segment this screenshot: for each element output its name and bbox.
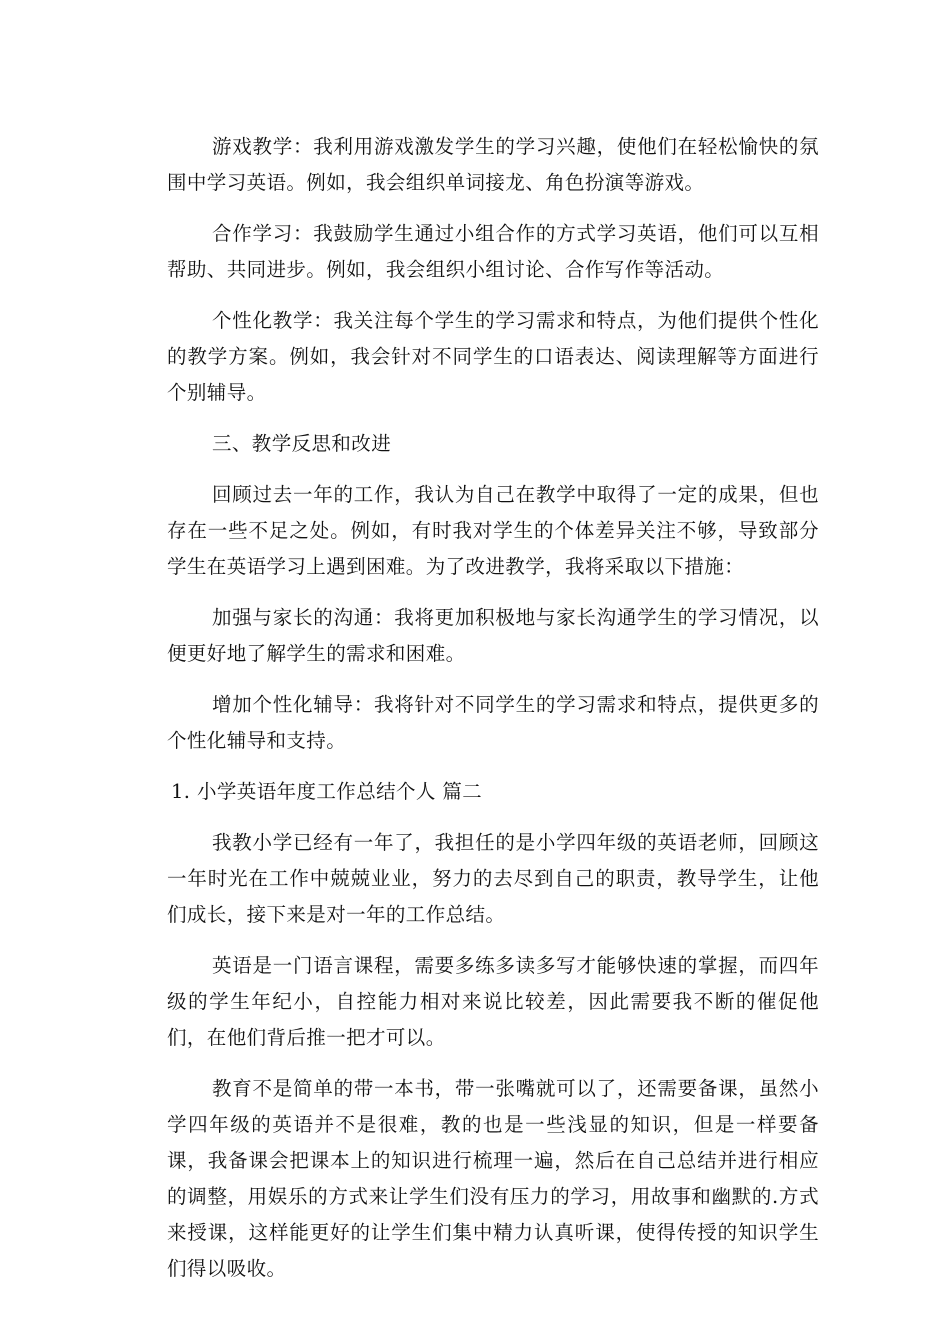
paragraph-lesson-prep: 教育不是简单的带一本书，带一张嘴就可以了，还需要备课，虽然小学四年级的英语并不是很难，教的也是一些浅显的知识，但是一样要备课，我备课会把课本上的知识进行梳理一遍，然后在自己总结并进行相应的调整，用娱乐的方式来让学生们没有压力的学习，用故事和幽默的.方式来授课，这样能更好的让学生们集中精力认真听课，使得传授的知识学生们得以吸收。 [167,1077,819,1280]
paragraph-parent-communication: 加强与家长的沟通：我将更加积极地与家长沟通学生的学习情况，以便更好地了解学生的需求和困难。 [167,606,819,665]
paragraph-english-course: 英语是一门语言课程，需要多练多读多写才能够快速的掌握，而四年级的学生年纪小，自控能力相对来说比较差，因此需要我不断的催促他们，在他们背后推一把才可以。 [167,954,819,1049]
paragraph-intro-year: 我教小学已经有一年了，我担任的是小学四年级的英语老师，回顾这一年时光在工作中兢兢业业，努力的去尽到自己的职责，教导学生，让他们成长，接下来是对一年的工作总结。 [167,831,819,926]
section-heading-part-two: 1. 小学英语年度工作总结个人 篇二 [171,780,483,803]
document-page [167,129,819,1287]
paragraph-cooperative-learning: 合作学习：我鼓励学生通过小组合作的方式学习英语，他们可以互相帮助、共同进步。例如，我会组织小组讨论、合作写作等活动。 [167,222,819,281]
paragraph-personalized-teaching: 个性化教学：我关注每个学生的学习需求和特点，为他们提供个性化的教学方案。例如，我会针对不同学生的口语表达、阅读理解等方面进行个别辅导。 [167,309,819,404]
paragraph-individual-tutoring: 增加个性化辅导：我将针对不同学生的学习需求和特点，提供更多的个性化辅导和支持。 [167,693,819,752]
section-heading-reflection: 三、教学反思和改进 [212,432,392,455]
paragraph-game-teaching: 游戏教学：我利用游戏激发学生的学习兴趣，使他们在轻松愉快的氛围中学习英语。例如，我会组织单词接龙、角色扮演等游戏。 [167,135,819,194]
paragraph-review: 回顾过去一年的工作，我认为自己在教学中取得了一定的成果，但也存在一些不足之处。例如，有时我对学生的个体差异关注不够，导致部分学生在英语学习上遇到困难。为了改进教学，我将采取以下措施： [167,483,819,578]
